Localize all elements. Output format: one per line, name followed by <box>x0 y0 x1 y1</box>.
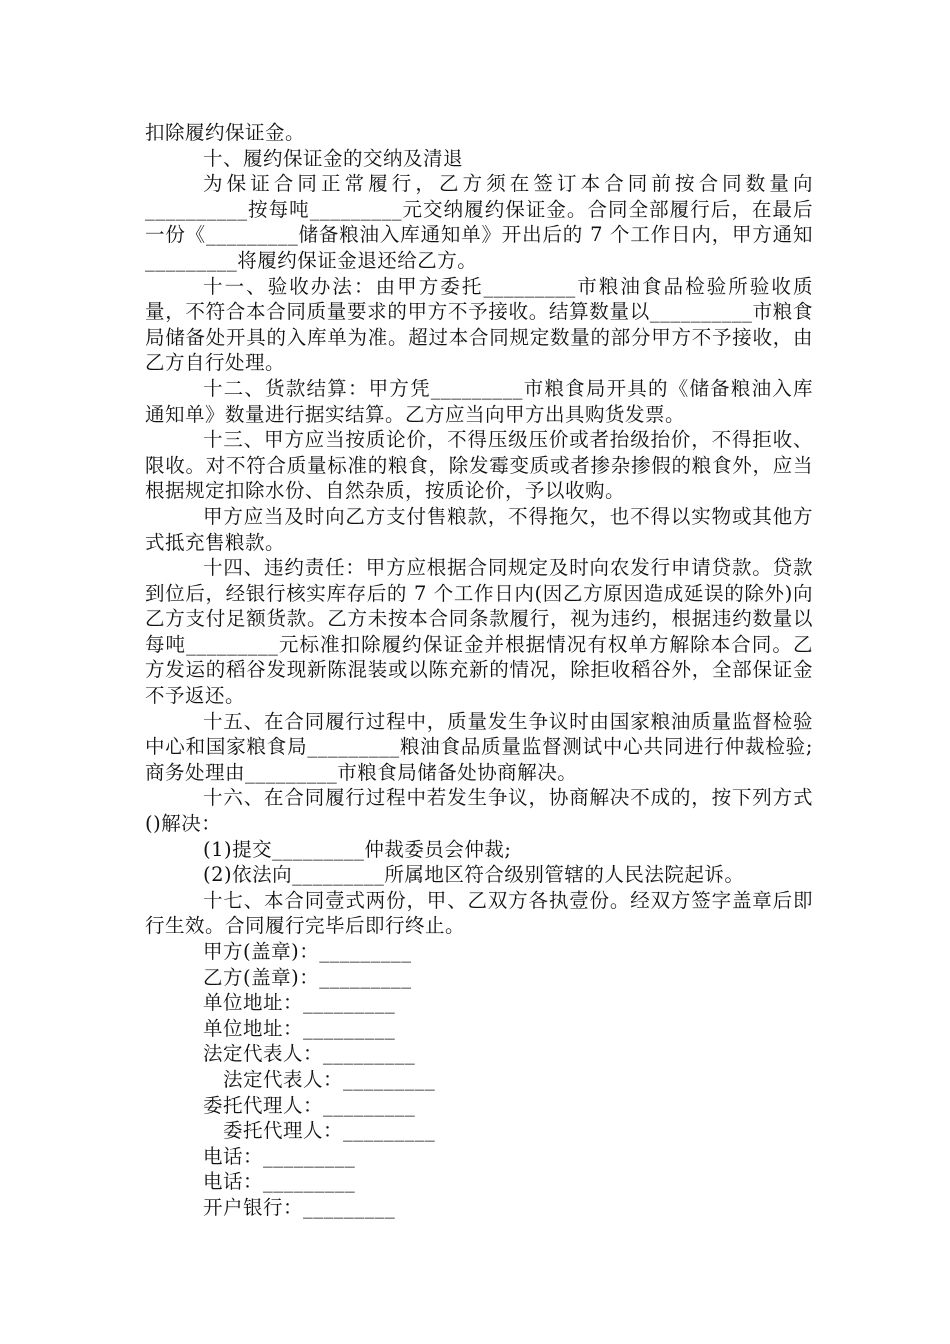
paragraph-pricing: 十三、甲方应当按质论价，不得压级压价或者抬级抬价，不得拒收、限收。对不符合质量标准的粮食，除发霉变质或者掺杂掺假的粮食外，应当根据规定扣除水份、自然杂质，按质论价，予以收购。 <box>145 428 813 503</box>
signature-legal-rep-a: 法定代表人：_________ <box>203 1042 416 1066</box>
signature-address-a: 单位地址：_________ <box>203 991 396 1015</box>
paragraph-settlement: 十二、货款结算：甲方凭_________市粮食局开具的《储备粮油入库通知单》数量进行据实结算。乙方应当向甲方出具购货发票。 <box>145 376 813 426</box>
paragraph-inspection: 十一、验收办法：由甲方委托_________市粮油食品检验所验收质量，不符合本合同质量要求的甲方不予接收。结算数量以__________市粮食局储备处开具的入库单为准。超过本合同规定数量的部分甲方不予接收，由乙方自行处理。 <box>145 274 813 375</box>
signature-party-a-seal: 甲方(盖章)：_________ <box>203 940 412 963</box>
paragraph-dispute-resolution: 十六、在合同履行过程中若发生争议，协商解决不成的，按下列方式()解决： <box>145 786 813 836</box>
paragraph-dispute-quality: 十五、在合同履行过程中，质量发生争议时由国家粮油质量监督检验中心和国家粮食局_________粮油食品质量监督测试中心共同进行仲裁检验;商务处理由_________市粮食局储备处协商解决。 <box>145 709 813 784</box>
signature-address-b: 单位地址：_________ <box>203 1016 396 1040</box>
paragraph-effect: 十七、本合同壹式两份，甲、乙双方各执壹份。经双方签字盖章后即行生效。合同履行完毕后即行终止。 <box>145 888 813 938</box>
signature-phone-a: 电话：_________ <box>203 1144 356 1168</box>
option-court: (2)依法向_________所属地区符合级别管辖的人民法院起诉。 <box>203 863 745 887</box>
document-page <box>145 120 813 1221</box>
signature-agent-a: 委托代理人：_________ <box>203 1093 416 1117</box>
signature-phone-b: 电话：_________ <box>203 1170 356 1194</box>
section-heading-10: 十、履约保证金的交纳及清退 <box>203 146 464 170</box>
signature-agent-b: 委托代理人：_________ <box>223 1119 436 1143</box>
signature-party-b-seal: 乙方(盖章)：_________ <box>203 965 412 989</box>
paragraph-payment: 甲方应当及时向乙方支付售粮款，不得拖欠，也不得以实物或其他方式抵充售粮款。 <box>145 504 813 554</box>
paragraph-continuation: 扣除履约保证金。 <box>145 121 306 144</box>
option-arbitration: (1)提交_________仲裁委员会仲裁; <box>203 837 512 861</box>
signature-legal-rep-b: 法定代表人：_________ <box>223 1067 436 1091</box>
signature-bank: 开户银行：_________ <box>203 1195 396 1219</box>
paragraph-liability: 十四、违约责任：甲方应根据合同规定及时向农发行申请贷款。贷款到位后，经银行核实库存后的 7 个工作日内(因乙方原因造成延误的除外)向乙方支付足额货款。乙方未按本合同条款履行，视为违约，根据违约数量以每吨_________元标准扣除履约保证金并根据情况有权单方解除本合同。乙方发运的稻谷发现新陈混装或以陈充新的情况，除拒收稻谷外，全部保证金不予返还。 <box>145 556 813 708</box>
paragraph-deposit: 为保证合同正常履行，乙方须在签订本合同前按合同数量向__________按每吨_________元交纳履约保证金。合同全部履行后，在最后一份《_________储备粮油入库通知单》开出后的 7 个工作日内，甲方通知_________将履约保证金退还给乙方。 <box>145 172 813 272</box>
